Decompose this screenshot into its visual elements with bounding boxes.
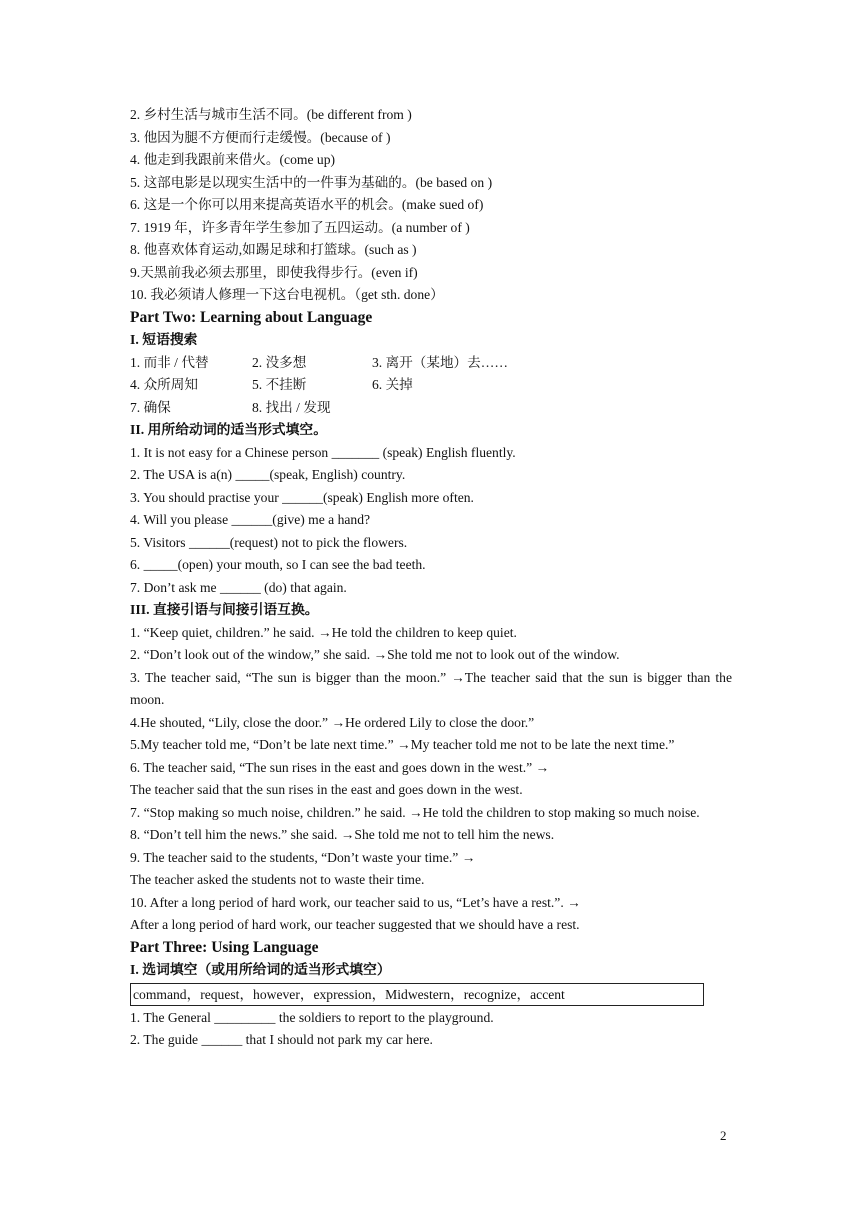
phrase-item: 3. 离开（某地）去…… [372,354,508,370]
list-item: 10. 我必须请人修理一下这台电视机。（get sth. done） [130,287,444,302]
list-item: 6. _____(open) your mouth, so I can see the bad teeth. [130,557,426,572]
section4-heading: I. 选词填空（或用所给词的适当形式填空） [130,962,391,977]
section4-list [130,1007,732,1052]
list-item: 8. 他喜欢体育运动,如踢足球和打篮球。(such as ) [130,242,417,257]
phrase-item: 4. 众所周知 [130,377,198,392]
phrase-item: 2. 没多想 [252,354,307,370]
list-item: 7. 1919 年，许多青年学生参加了五四运动。(a number of ) [130,219,470,235]
phrase-item: 5. 不挂断 [252,377,307,392]
document-page [130,104,732,1052]
section2-list [130,442,732,600]
part2-heading: Part Two: Learning about Language [130,308,373,326]
list-item: 1. It is not easy for a Chinese person _______ (speak) English fluently. [130,444,516,460]
phrase-item: 6. 关掉 [372,377,413,392]
list-item: After a long period of hard work, our teacher suggested that we should have a rest. [130,917,580,932]
list-item: 6. 这是一个你可以用来提高英语水平的机会。(make sued of) [130,197,484,212]
list-item: 2. 乡村生活与城市生活不同。(be different from ) [130,107,412,122]
list-item: 8. “Don’t tell him the news.” she said. →She told me not to tell him the news. [130,827,555,842]
phrase-item [372,397,612,420]
list-item: 9. The teacher said to the students, “Don’t waste your time.” → [130,849,476,865]
page-number: 2 [720,1128,727,1143]
phrase-item: 1. 而非 / 代替 [130,354,209,370]
list-item: 9.天黑前我必须去那里，即使我得步行。(even if) [130,264,418,280]
list-item: 1. The General _________ the soldiers to report to the playground. [130,1009,494,1025]
phrase-item: 7. 确保 [130,399,171,415]
section1-heading: I. 短语搜索 [130,332,198,347]
list-item: 2. The USA is a(n) _____(speak, English) country. [130,467,406,482]
list-item: 3. You should practise your ______(speak) English more often. [130,489,474,505]
list-item: 10. After a long period of hard work, our teacher said to us, “Let’s have a rest.”. → [130,894,581,910]
list-item: 4. 他走到我跟前来借火。(come up) [130,152,336,167]
list-item: 7. “Stop making so much noise, children.” he said. →He told the children to stop making so much noise. [130,804,700,820]
section2-heading: II. 用所给动词的适当形式填空。 [130,422,327,437]
list-item: 7. Don’t ask me ______ (do) that again. [130,579,347,595]
phrase-item: 8. 找出 / 发现 [252,399,331,415]
list-item: 3. 他因为腿不方便而行走缓慢。(because of ) [130,129,391,145]
list-item: 4. Will you please ______(give) me a hand? [130,512,371,527]
list-item: 2. “Don’t look out of the window,” she said. →She told me not to look out of the window. [130,647,620,662]
section3-heading: III. 直接引语与间接引语互换。 [130,602,319,617]
section3-list [130,622,732,937]
list-item: 5. Visitors ______(request) not to pick the flowers. [130,534,408,550]
list-item: 1. “Keep quiet, children.” he said. →He told the children to keep quiet. [130,624,517,640]
list-item: The teacher said that the sun rises in the east and goes down in the west. [130,782,523,797]
phrase-grid [130,352,732,420]
list-item: 4.He shouted, “Lily, close the door.” →He ordered Lily to close the door.” [130,714,535,730]
list-item: 5. 这部电影是以现实生活中的一件事为基础的。(be based on ) [130,174,493,190]
word-bank-box: command，request，however，expression，Midwestern，recognize，accent [130,983,704,1006]
list-item: 3. The teacher said, “The sun is bigger than the moon.” →The teacher said that the sun is bigger than the moon. [130,669,732,707]
part3-heading: Part Three: Using Language [130,938,319,956]
list-item: The teacher asked the students not to waste their time. [130,872,425,887]
part1-list [130,104,732,307]
list-item: 6. The teacher said, “The sun rises in the east and goes down in the west.” → [130,759,550,775]
list-item: 2. The guide ______ that I should not park my car here. [130,1032,433,1047]
list-item: 5.My teacher told me, “Don’t be late next time.” →My teacher told me not to be late the next time.” [130,737,675,752]
